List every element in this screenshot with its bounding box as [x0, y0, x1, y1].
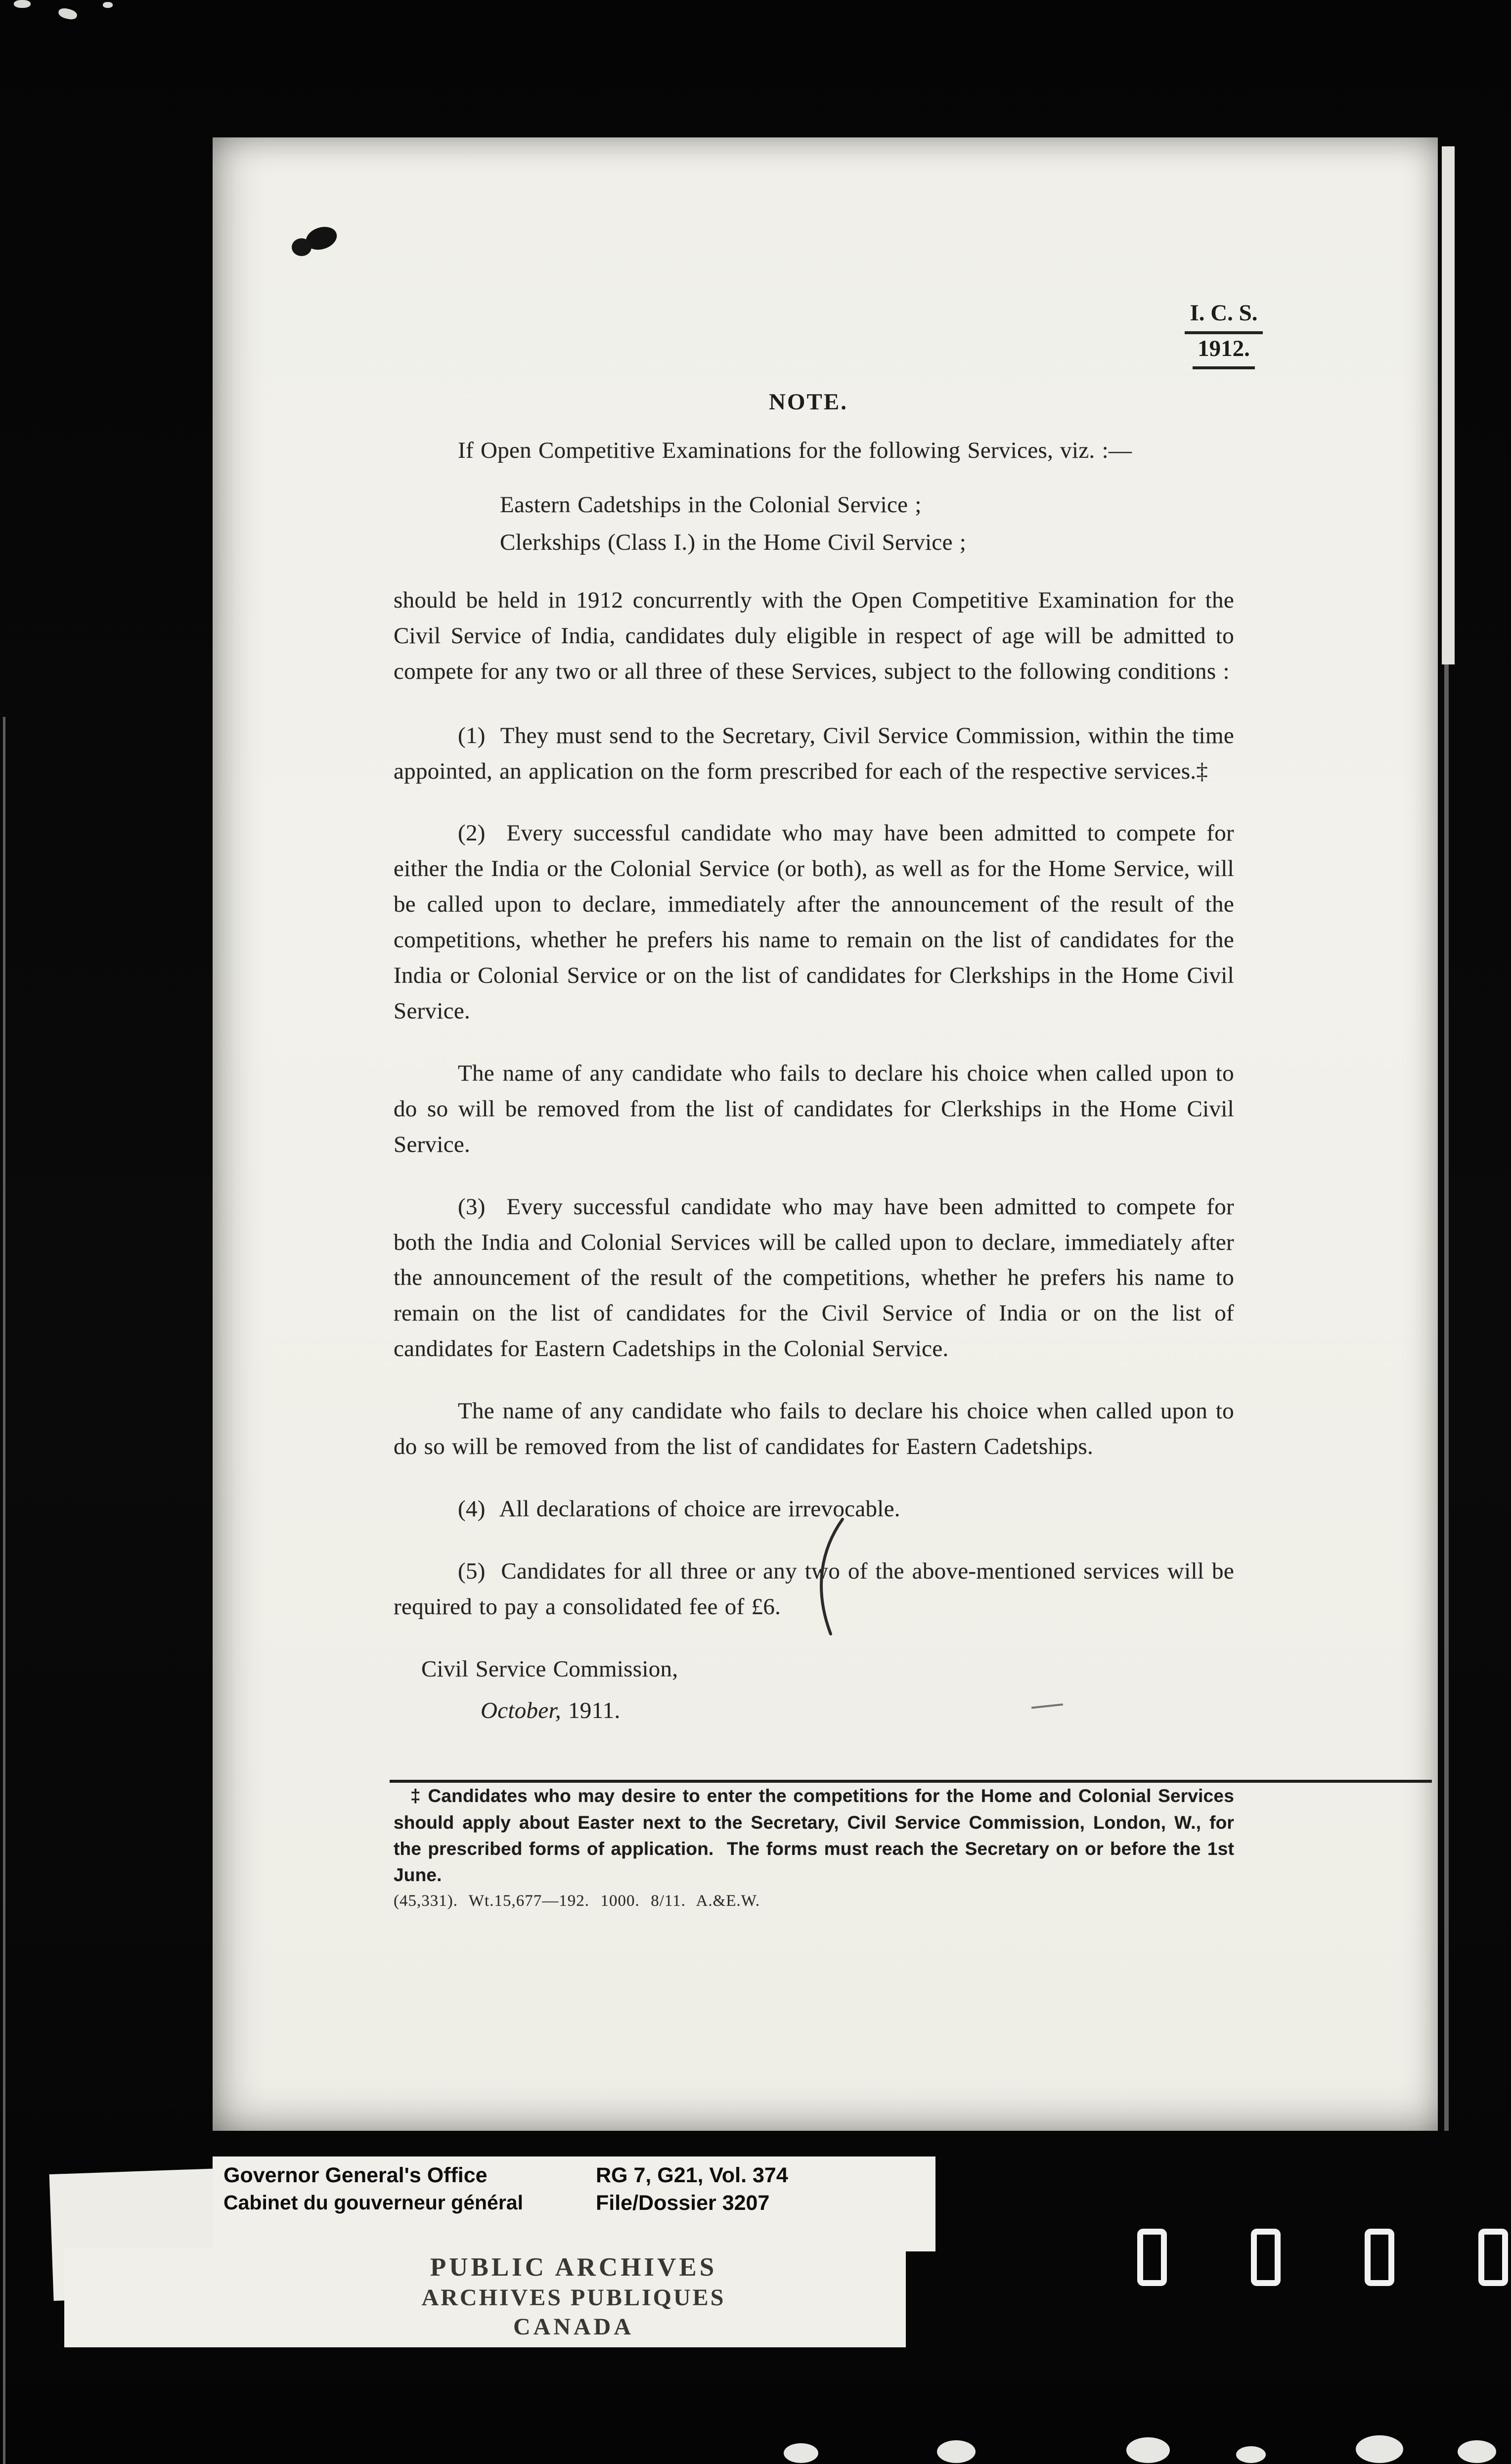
- condition-4: (4) All declarations of choice are irrevocable.: [458, 1496, 900, 1522]
- condition-2: (2) Every successful candidate who may have been admitted to compete for either the India or the Colonial Service (or both), as well as for the Home Service, will be called upon to declare, immediately after the announcement of the result of the competitions, whether he prefers his name to remain on the list of candidates for the India or Colonial Service or on the list of candidates for Clerkships in the Home Civil Service.: [394, 820, 1234, 1024]
- service-list: [500, 487, 1234, 560]
- signature-year: 1911.: [561, 1697, 621, 1723]
- film-sprocket-mark: [1126, 2437, 1170, 2463]
- film-sprocket-mark: [937, 2440, 976, 2463]
- film-sprocket-mark: [784, 2443, 818, 2463]
- adjacent-page-edge: [1442, 146, 1455, 664]
- film-sprocket-mark: [1356, 2435, 1403, 2463]
- condition-1: (1) They must send to the Secretary, Civil Service Commission, within the time appointed, an application on the form prescribed for each of the respective services.‡: [394, 722, 1234, 784]
- footnote: ‡ Candidates who may desire to enter the competitions for the Home and Colonial Services should apply about Easter next to the Secretary, Civil Service Commission, London, W., for the prescribed forms of application. The forms must reach the Secretary on or before the 1st June.: [394, 1786, 1234, 1886]
- condition-3: (3) Every successful candidate who may have been admitted to compete for both the India and Colonial Services will be called upon to declare, immediately after the announcement of the result of the competitions, whether he prefers his name to remain on the list of candidates for the Civil Service of India or on the list of candidates for Eastern Cadetships in the Colonial Service.: [394, 1193, 1234, 1362]
- document-page: [213, 137, 1438, 2131]
- counter-digit: [1251, 2229, 1281, 2286]
- film-frame-counter: [1137, 2229, 1508, 2286]
- film-edge-mark: [14, 0, 31, 8]
- film-edge-strip: [1444, 664, 1449, 2131]
- ink-blot-shape: [292, 238, 311, 256]
- document-title: NOTE.: [769, 389, 848, 415]
- signature-month: October,: [481, 1697, 561, 1723]
- film-edge-strip: [3, 717, 5, 2464]
- condition-3-note: The name of any candidate who fails to declare his choice when called upon to do so will be removed from the list of candidates for Eastern Cadetships.: [394, 1398, 1234, 1460]
- counter-digit: [1137, 2229, 1167, 2286]
- counter-digit: [1478, 2229, 1508, 2286]
- conditions-paragraph: should be held in 1912 concurrently with the Open Competitive Examination for the Civil Service of India, candidates duly eligible in respect of age will be admitted to compete for any two or all three of these Services, subject to the following conditions :: [394, 587, 1234, 684]
- counter-digit: [1365, 2229, 1394, 2286]
- stamp-line-2: ARCHIVES PUBLIQUES: [421, 2285, 726, 2311]
- ink-blot: [292, 227, 339, 258]
- service-item-2: Clerkships (Class I.) in the Home Civil Service ;: [500, 529, 967, 556]
- condition-2-note: The name of any candidate who fails to declare his choice when called upon to do so will be removed from the list of candidates for Clerkships in the Home Civil Service.: [394, 1060, 1234, 1157]
- label-record-group: RG 7, G21, Vol. 374: [596, 2163, 788, 2187]
- document-body: [394, 433, 1234, 1913]
- intro-paragraph: If Open Competitive Examinations for the following Services, viz. :—: [458, 438, 1132, 463]
- ics-year: 1912.: [1193, 336, 1255, 370]
- condition-5-text: (5) Candidates for all three or any two of the above-mentioned services will be required to pay a consolidated fee of £6.: [394, 1558, 1234, 1620]
- signature-date: [481, 1693, 1234, 1729]
- film-edge-mark: [57, 7, 78, 21]
- signature-line: Civil Service Commission,: [421, 1656, 678, 1682]
- film-sprocket-mark: [1236, 2446, 1266, 2463]
- service-item-1: Eastern Cadetships in the Colonial Service ;: [500, 491, 922, 518]
- ics-code: I. C. S.: [1185, 301, 1262, 334]
- condition-5: [394, 1554, 1234, 1625]
- label-file-number: File/Dossier 3207: [596, 2191, 770, 2215]
- label-office-fr: Cabinet du gouverneur général: [223, 2191, 523, 2214]
- stamp-line-1: PUBLIC ARCHIVES: [430, 2253, 717, 2282]
- label-office-en: Governor General's Office: [223, 2163, 488, 2187]
- header-reference: [1142, 301, 1305, 369]
- stamp-line-3: CANADA: [513, 2314, 634, 2340]
- film-edge-mark: [103, 2, 113, 8]
- film-sprocket-mark: [1458, 2440, 1496, 2463]
- signature-block: [394, 1652, 1234, 1729]
- archives-stamp: [346, 2252, 801, 2340]
- printer-reference: (45,331). Wt.15,677—192. 1000. 8/11. A.&E.W.: [394, 1892, 760, 1910]
